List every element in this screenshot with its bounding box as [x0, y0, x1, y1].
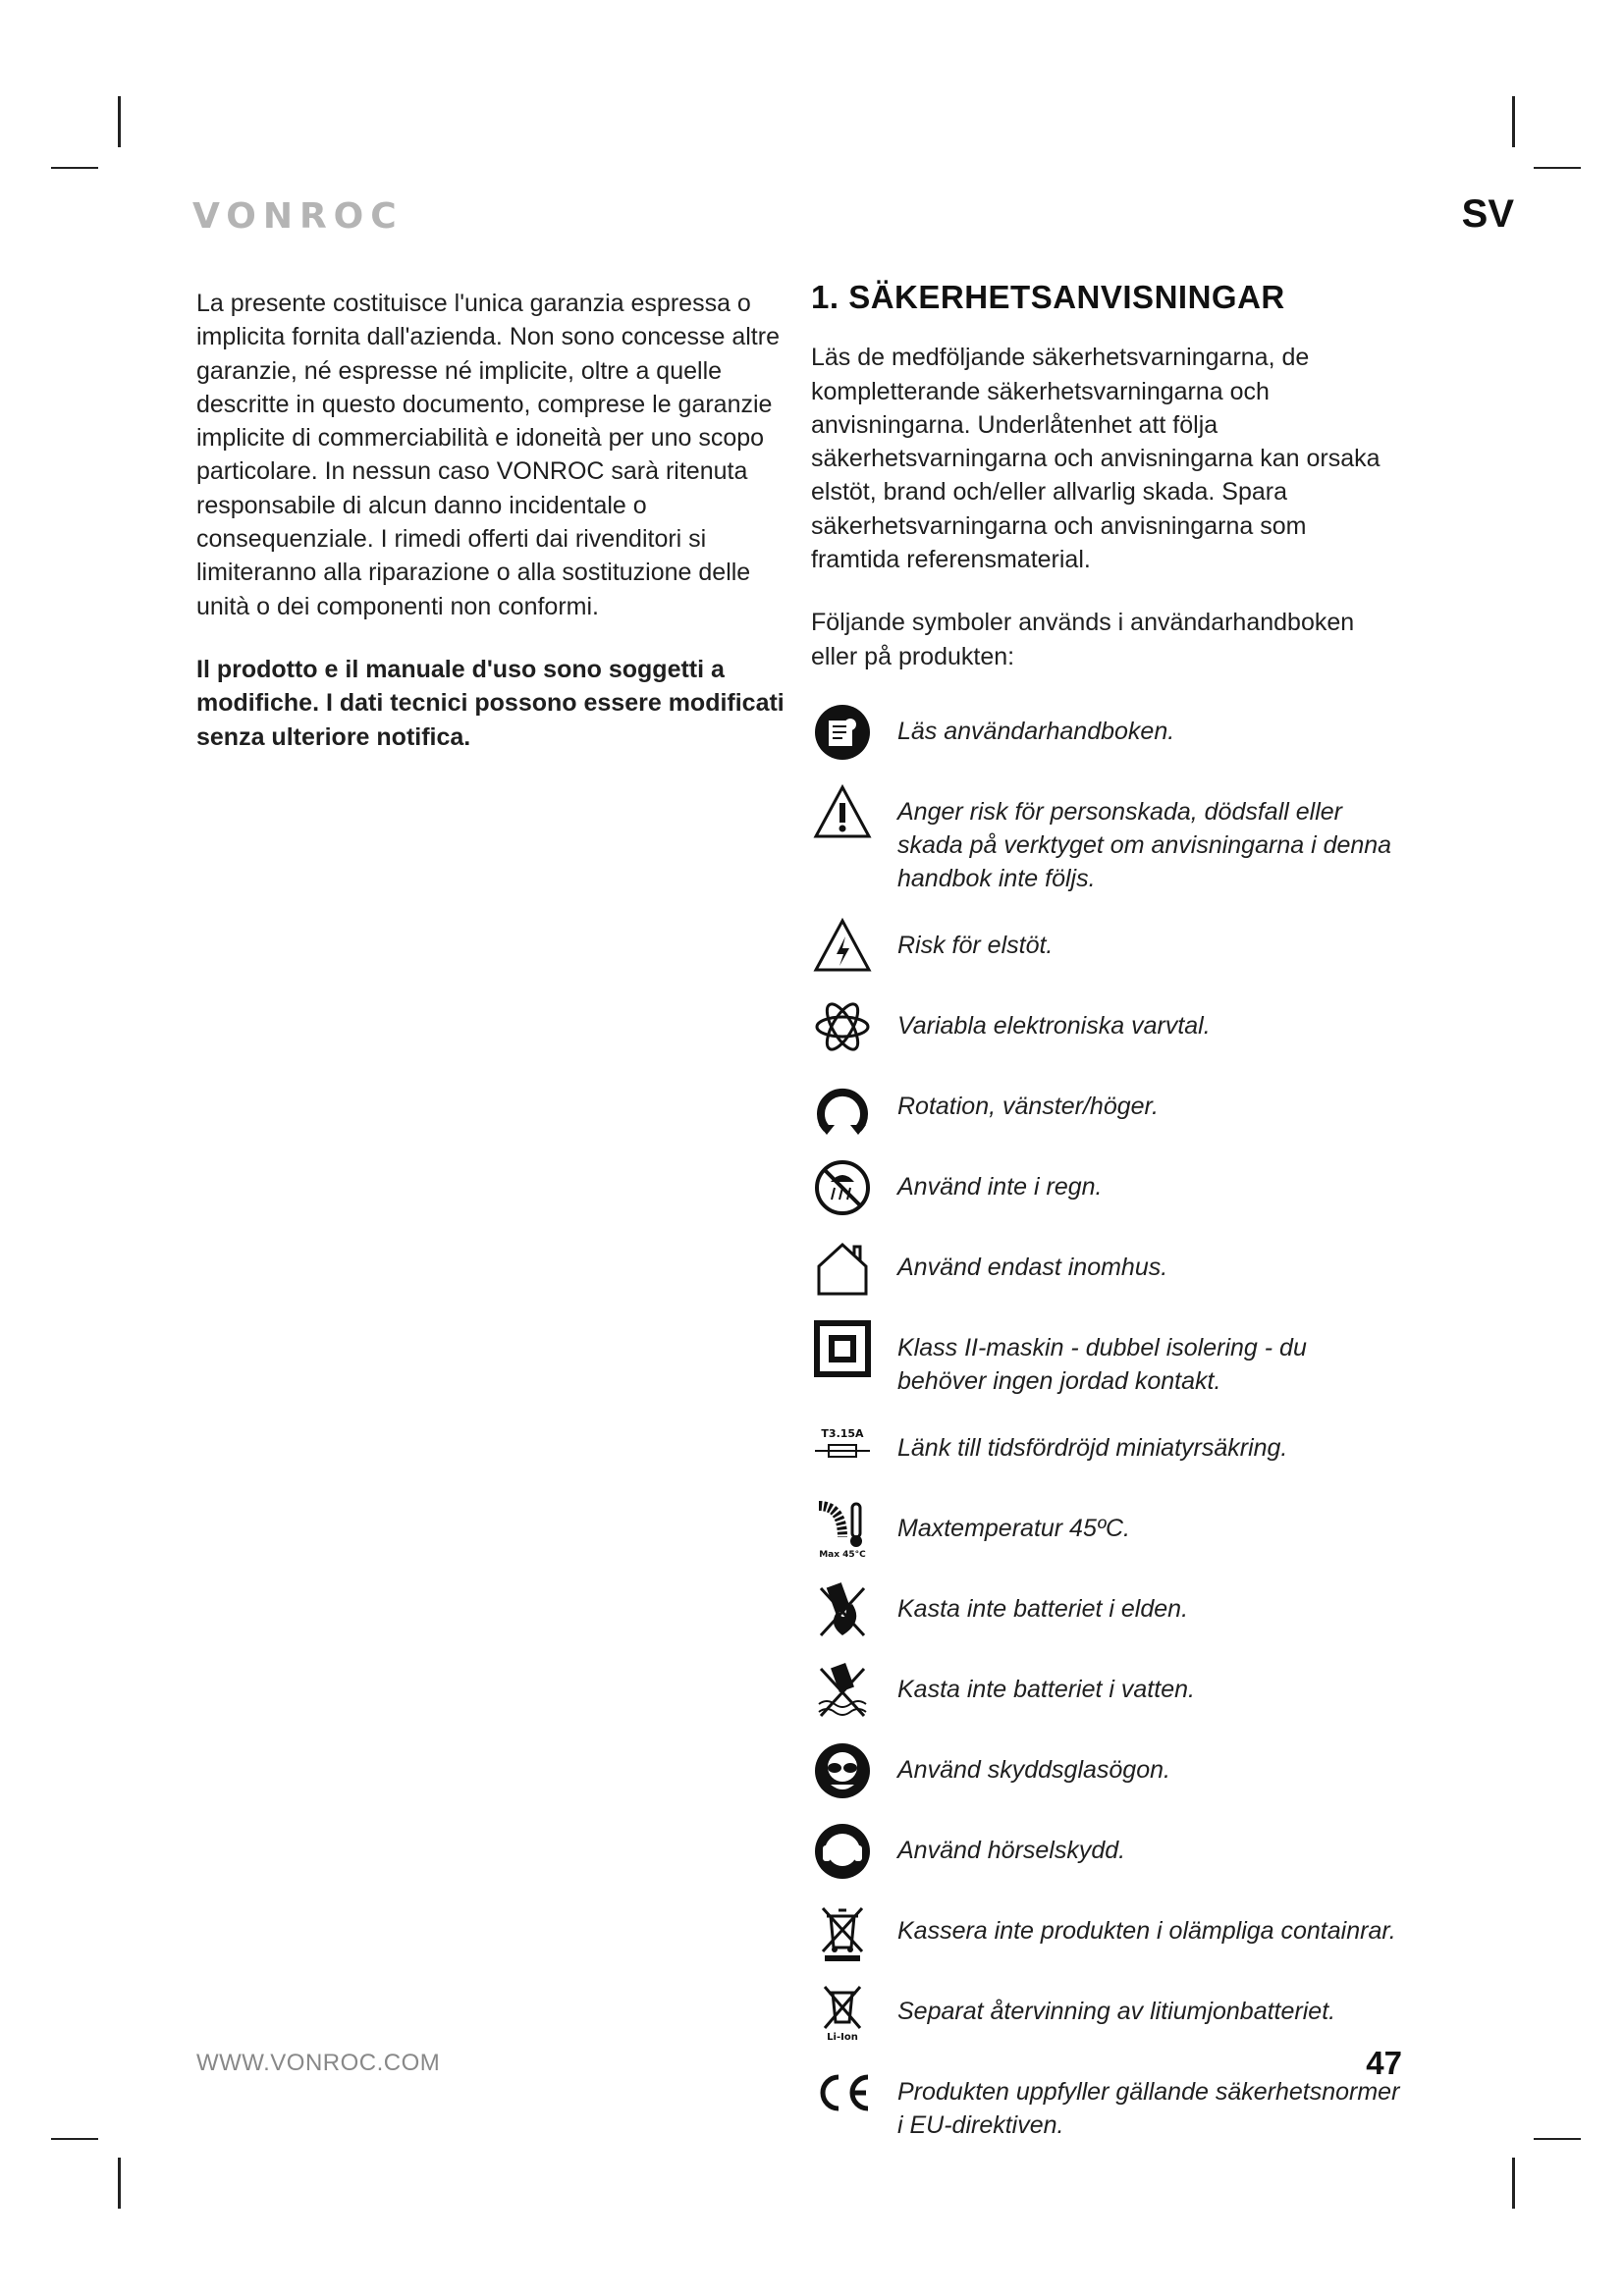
- symbol-item: [811, 1158, 1400, 1217]
- no-water-battery-icon: [811, 1661, 874, 1720]
- symbol-text: Läs användarhandboken.: [897, 717, 1175, 745]
- symbol-item: [811, 1580, 1400, 1639]
- symbol-item: [811, 2063, 1400, 2142]
- symbol-text: Maxtemperatur 45ºC.: [897, 1514, 1130, 1542]
- crop-mark: [1512, 2158, 1515, 2209]
- warning-triangle-icon: [811, 783, 874, 842]
- temperature-label: Max 45°C: [819, 1549, 866, 1559]
- crop-mark: [1534, 2138, 1581, 2140]
- symbol-text: Använd hörselskydd.: [897, 1836, 1126, 1864]
- language-code: SV: [1461, 192, 1514, 236]
- brand-logo: VONROC: [192, 196, 404, 237]
- crop-mark: [51, 2138, 98, 2140]
- symbol-item: [811, 1500, 1400, 1559]
- symbol-text: Variabla elektroniska varvtal.: [897, 1011, 1211, 1040]
- crop-mark: [118, 2158, 121, 2209]
- symbol-text: Klass II-maskin - dubbel isolering - du behöver ingen jordad kontakt.: [897, 1333, 1307, 1395]
- symbol-item: [811, 1319, 1400, 1398]
- section-heading: 1. SÄKERHETSANVISNINGAR: [811, 279, 1285, 315]
- symbol-item: [811, 1661, 1400, 1720]
- page-number: 47: [1366, 2045, 1402, 2081]
- symbol-item: [811, 1741, 1400, 1800]
- hearing-protection-icon: [811, 1822, 874, 1881]
- variable-speed-icon: [811, 997, 874, 1056]
- symbol-item: [811, 1239, 1400, 1298]
- left-column: [196, 287, 785, 783]
- symbol-text: Anger risk för personskada, dödsfall eller skada på verktyget om anvisningarna i denna handbok inte följs.: [897, 797, 1392, 892]
- symbol-text: Rotation, vänster/höger.: [897, 1092, 1159, 1120]
- symbol-item: [811, 1822, 1400, 1881]
- symbol-item: [811, 1078, 1400, 1137]
- symbol-item: [811, 1983, 1400, 2042]
- fuse-icon: [811, 1419, 874, 1478]
- safety-intro: Läs de medföljande säkerhetsvarningarna, de kompletterande säkerhetsvarningarna och anvisningarna. Underlåtenhet att följa säkerhetsvarningarna och anvisningarna kan orsaka elstöt, brand och/eller allvarlig skada. Spara säkerhetsvarningarna och anvisningarna som framtida referensmaterial.: [811, 344, 1380, 574]
- no-rain-icon: [811, 1158, 874, 1217]
- indoor-only-icon: [811, 1239, 874, 1298]
- safety-glasses-icon: [811, 1741, 874, 1800]
- symbol-list: [811, 703, 1400, 2142]
- symbol-text: Använd inte i regn.: [897, 1172, 1103, 1201]
- symbol-text: Separat återvinning av litiumjonbatteriet.: [897, 1997, 1336, 2025]
- symbol-text: Kasta inte batteriet i elden.: [897, 1594, 1189, 1623]
- warranty-paragraph: La presente costituisce l'unica garanzia espressa o implicita fornita dall'azienda. Non sono concesse altre garanzie, né espresse né implicite, oltre a quelle descritte in questo documento, comprese le garanzie implicite di commerciabilità e idoneità per uno scopo particolare. In nessun caso VONROC sarà ritenuta responsabile di alcun danno incidentale o consequenziale. I rimedi offerti dai rivenditori si limiteranno alla riparazione o alla sostituzione delle unità o dei componenti non conformi.: [196, 290, 780, 620]
- symbol-item: [811, 917, 1400, 976]
- read-manual-icon: [811, 703, 874, 762]
- symbol-text: Kassera inte produkten i olämpliga containrar.: [897, 1916, 1396, 1945]
- crop-mark: [118, 96, 121, 147]
- footer-url: WWW.VONROC.COM: [196, 2050, 441, 2076]
- symbol-item: [811, 783, 1400, 895]
- symbols-intro: Följande symboler används i användarhandboken eller på produkten:: [811, 609, 1355, 670]
- symbol-text: Risk för elstöt.: [897, 931, 1054, 959]
- symbol-text: Använd endast inomhus.: [897, 1253, 1168, 1281]
- symbol-item: [811, 997, 1400, 1056]
- li-ion-recycle-icon: [811, 1983, 874, 2042]
- rotation-icon: [811, 1078, 874, 1137]
- modification-notice: Il prodotto e il manuale d'uso sono soggetti a modifiche. I dati tecnici possono essere modificati senza ulteriore notifica.: [196, 655, 785, 751]
- symbol-text: Produkten uppfyller gällande säkerhetsnormer i EU-direktiven.: [897, 2077, 1400, 2139]
- crop-mark: [1512, 96, 1515, 147]
- crop-mark: [1534, 167, 1581, 169]
- weee-bin-icon: [811, 1902, 874, 1961]
- max-temperature-icon: [811, 1500, 874, 1559]
- symbol-item: [811, 1902, 1400, 1961]
- symbol-item: [811, 1419, 1400, 1478]
- no-fire-battery-icon: [811, 1580, 874, 1639]
- class-ii-icon: [811, 1319, 874, 1378]
- symbol-text: Kasta inte batteriet i vatten.: [897, 1675, 1195, 1703]
- symbol-text: Länk till tidsfördröjd miniatyrsäkring.: [897, 1433, 1288, 1462]
- ce-mark-icon: [811, 2063, 874, 2122]
- right-column: [811, 275, 1400, 2163]
- fuse-label: T3.15A: [821, 1426, 864, 1440]
- crop-mark: [51, 167, 98, 169]
- symbol-item: [811, 703, 1400, 762]
- electric-shock-icon: [811, 917, 874, 976]
- symbol-text: Använd skyddsglasögon.: [897, 1755, 1170, 1784]
- li-ion-label: Li-Ion: [827, 2031, 858, 2042]
